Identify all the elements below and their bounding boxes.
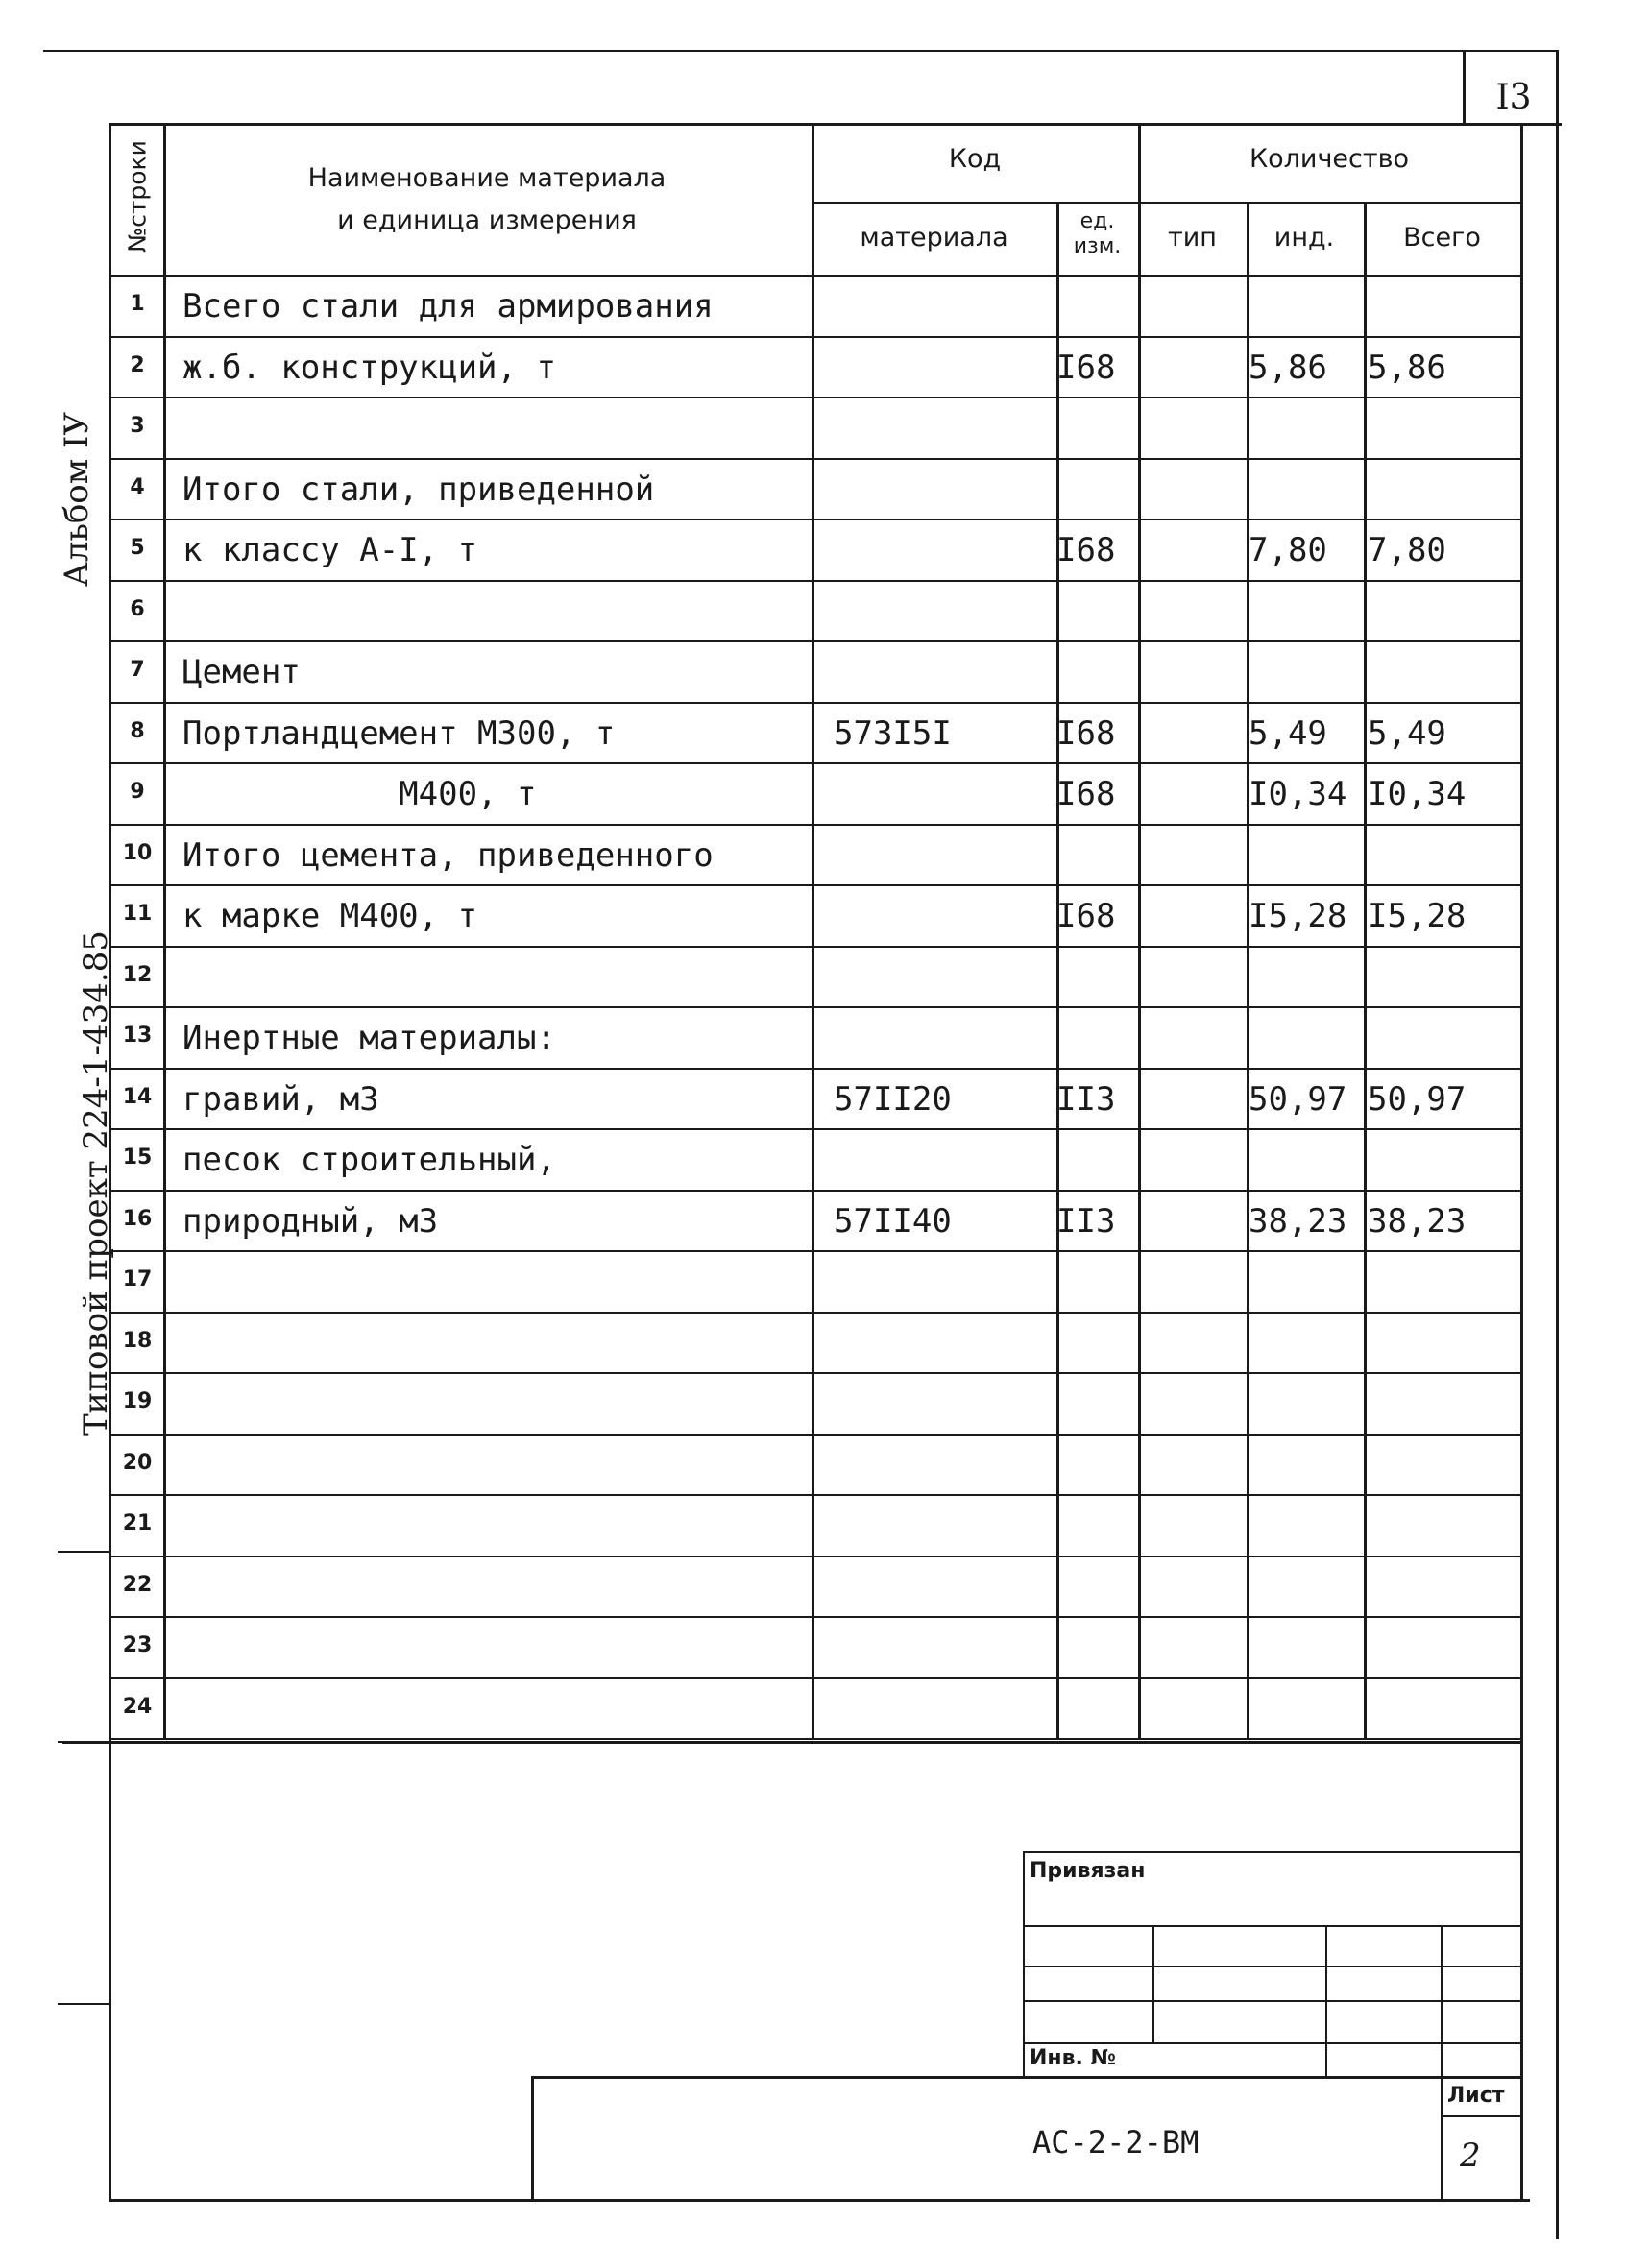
row-unit-code: I68 [1056, 531, 1116, 569]
row-rule [109, 1616, 1520, 1618]
row-number: 19 [122, 1389, 153, 1413]
stamp-row-1 [1023, 1925, 1520, 1927]
stamp-row-4 [1023, 2042, 1520, 2044]
row-rule [109, 1556, 1520, 1557]
row-unit-code: I68 [1056, 348, 1116, 387]
row-number: 8 [130, 718, 145, 743]
row-rule [109, 397, 1520, 398]
stamp-attached-top [1023, 1851, 1520, 1853]
row-number: 7 [130, 658, 145, 682]
right-border [1556, 50, 1559, 2239]
frame-bottom [109, 2199, 1530, 2202]
stamp-col-3 [1325, 1925, 1327, 2079]
row-rule [109, 1434, 1520, 1436]
inner-right [1520, 123, 1523, 2202]
row-rule [109, 580, 1520, 582]
side-project-label: Типовой проект 224-1-434.85 [77, 930, 115, 1436]
row-qty-ind: 7,80 [1249, 531, 1327, 569]
header-material: материала [860, 223, 1008, 253]
frame-top [109, 123, 1559, 126]
row-material-code: 57II20 [834, 1079, 952, 1119]
row-rule [109, 1250, 1520, 1252]
row-qty-total: I5,28 [1368, 897, 1467, 935]
row-unit-code: II3 [1056, 1201, 1116, 1241]
stamp-sheet-value: 2 [1460, 2136, 1481, 2175]
row-rule [109, 1190, 1520, 1192]
row-rule [109, 1312, 1520, 1314]
row-rule [109, 336, 1520, 338]
row-qty-ind: I0,34 [1249, 775, 1347, 813]
col-line-ind [1247, 202, 1249, 1738]
row-rule [109, 458, 1520, 460]
row-unit-code: I68 [1056, 775, 1116, 813]
row-number: 11 [122, 902, 153, 926]
row-name: песок строительный, [182, 1141, 556, 1179]
stamp-designation-left [531, 2076, 534, 2201]
row-rule [109, 824, 1520, 826]
row-number: 16 [122, 1206, 153, 1231]
stamp-row-3 [1023, 2000, 1520, 2002]
header-ind: инд. [1273, 223, 1335, 253]
row-unit-code: II3 [1056, 1079, 1116, 1119]
row-number: 1 [130, 292, 145, 316]
header-total: Всего [1403, 223, 1481, 253]
row-number: 21 [122, 1511, 153, 1535]
row-number: 17 [122, 1267, 153, 1291]
row-number: 4 [130, 474, 145, 499]
row-number: 2 [130, 352, 145, 377]
row-number: 15 [122, 1146, 153, 1170]
stamp-col-4 [1441, 1925, 1443, 2199]
row-name: к классу А-I, т [182, 531, 478, 569]
row-unit-code: I68 [1056, 897, 1116, 935]
stamp-designation: АС-2-2-ВМ [1032, 2124, 1200, 2160]
row-qty-total: 5,49 [1368, 713, 1446, 753]
row-name: Итого цемента, приведенного [182, 835, 714, 875]
row-rule [109, 762, 1520, 764]
row-number: 13 [122, 1024, 153, 1048]
row-name: Всего стали для армирования [182, 287, 714, 326]
row-qty-total: I0,34 [1368, 775, 1467, 813]
row-material-code: 573I5I [834, 713, 952, 753]
row-number: 22 [122, 1572, 153, 1597]
stamp-sheet-sep [1441, 2115, 1520, 2117]
row-name: ж.б. конструкций, т [182, 348, 556, 387]
row-number: 6 [130, 596, 145, 621]
row-qty-total: 38,23 [1368, 1201, 1467, 1241]
row-name: Инертные материалы: [182, 1019, 556, 1057]
row-name: к марке М400, т [182, 897, 478, 935]
row-qty-total: 50,97 [1368, 1079, 1467, 1119]
header-bottom-rule [109, 275, 1520, 277]
row-number: 20 [122, 1450, 153, 1475]
row-number: 12 [122, 962, 153, 987]
row-rule [109, 1738, 1520, 1740]
top-rule [43, 50, 1559, 52]
row-name: природный, м3 [182, 1201, 439, 1241]
row-rule [109, 1128, 1520, 1130]
row-number: 14 [122, 1084, 153, 1109]
row-rule [109, 640, 1520, 642]
stamp-row-2 [1023, 1966, 1520, 1967]
row-qty-total: 5,86 [1368, 348, 1446, 387]
row-number: 23 [122, 1633, 153, 1657]
row-rule [109, 1677, 1520, 1679]
col-line-unit [1056, 202, 1059, 1738]
row-number: 18 [122, 1328, 153, 1353]
row-number: 9 [130, 780, 145, 804]
row-qty-ind: 5,86 [1249, 348, 1327, 387]
row-number: 5 [130, 536, 145, 560]
row-name: М400, т [182, 775, 537, 813]
header-name-line2: и единица измерения [337, 205, 637, 235]
header-row-no [113, 123, 161, 275]
stamp-top [62, 1741, 1520, 1744]
header-code: Код [948, 144, 1002, 174]
row-rule [109, 1006, 1520, 1008]
row-rule [109, 884, 1520, 886]
stamp-inv-label: Инв. № [1030, 2046, 1117, 2070]
header-name-line1: Наименование материала [307, 163, 667, 193]
row-qty-ind: 50,97 [1249, 1079, 1347, 1119]
header-quantity: Количество [1249, 144, 1410, 174]
side-tick-2 [58, 2003, 110, 2005]
stamp-attached-label: Привязан [1030, 1859, 1146, 1883]
header-typ: тип [1168, 223, 1217, 253]
row-name: гравий, м3 [182, 1079, 379, 1119]
page-number: I3 [1463, 50, 1562, 126]
stamp-designation-top [531, 2076, 1520, 2079]
row-rule [109, 946, 1520, 948]
header-row-no-label: №строки [123, 140, 152, 253]
row-qty-total: 7,80 [1368, 531, 1446, 569]
row-number: 10 [122, 840, 153, 865]
row-number: 24 [122, 1694, 153, 1719]
row-rule [109, 1494, 1520, 1496]
row-rule [109, 519, 1520, 520]
side-album-label: Альбом IУ [58, 411, 96, 588]
row-name: Итого стали, приведенной [182, 470, 655, 509]
row-rule [109, 1372, 1520, 1374]
col-line-total [1364, 202, 1367, 1738]
row-unit-code: I68 [1056, 713, 1116, 753]
side-tick-1 [58, 1551, 110, 1553]
row-qty-ind: I5,28 [1249, 897, 1347, 935]
row-name: Цемент [182, 653, 301, 691]
row-name: Портландцемент М300, т [182, 713, 616, 753]
header-unit: ед. изм. [1073, 209, 1122, 258]
stamp-col-2 [1152, 1925, 1154, 2042]
row-material-code: 57II40 [834, 1201, 952, 1241]
stamp-sheet-label: Лист [1447, 2084, 1505, 2108]
row-qty-ind: 38,23 [1249, 1201, 1347, 1241]
row-qty-ind: 5,49 [1249, 713, 1327, 753]
row-rule [109, 1068, 1520, 1070]
row-rule [109, 702, 1520, 704]
row-number: 3 [130, 414, 145, 438]
header-sub-rule [812, 202, 1520, 204]
